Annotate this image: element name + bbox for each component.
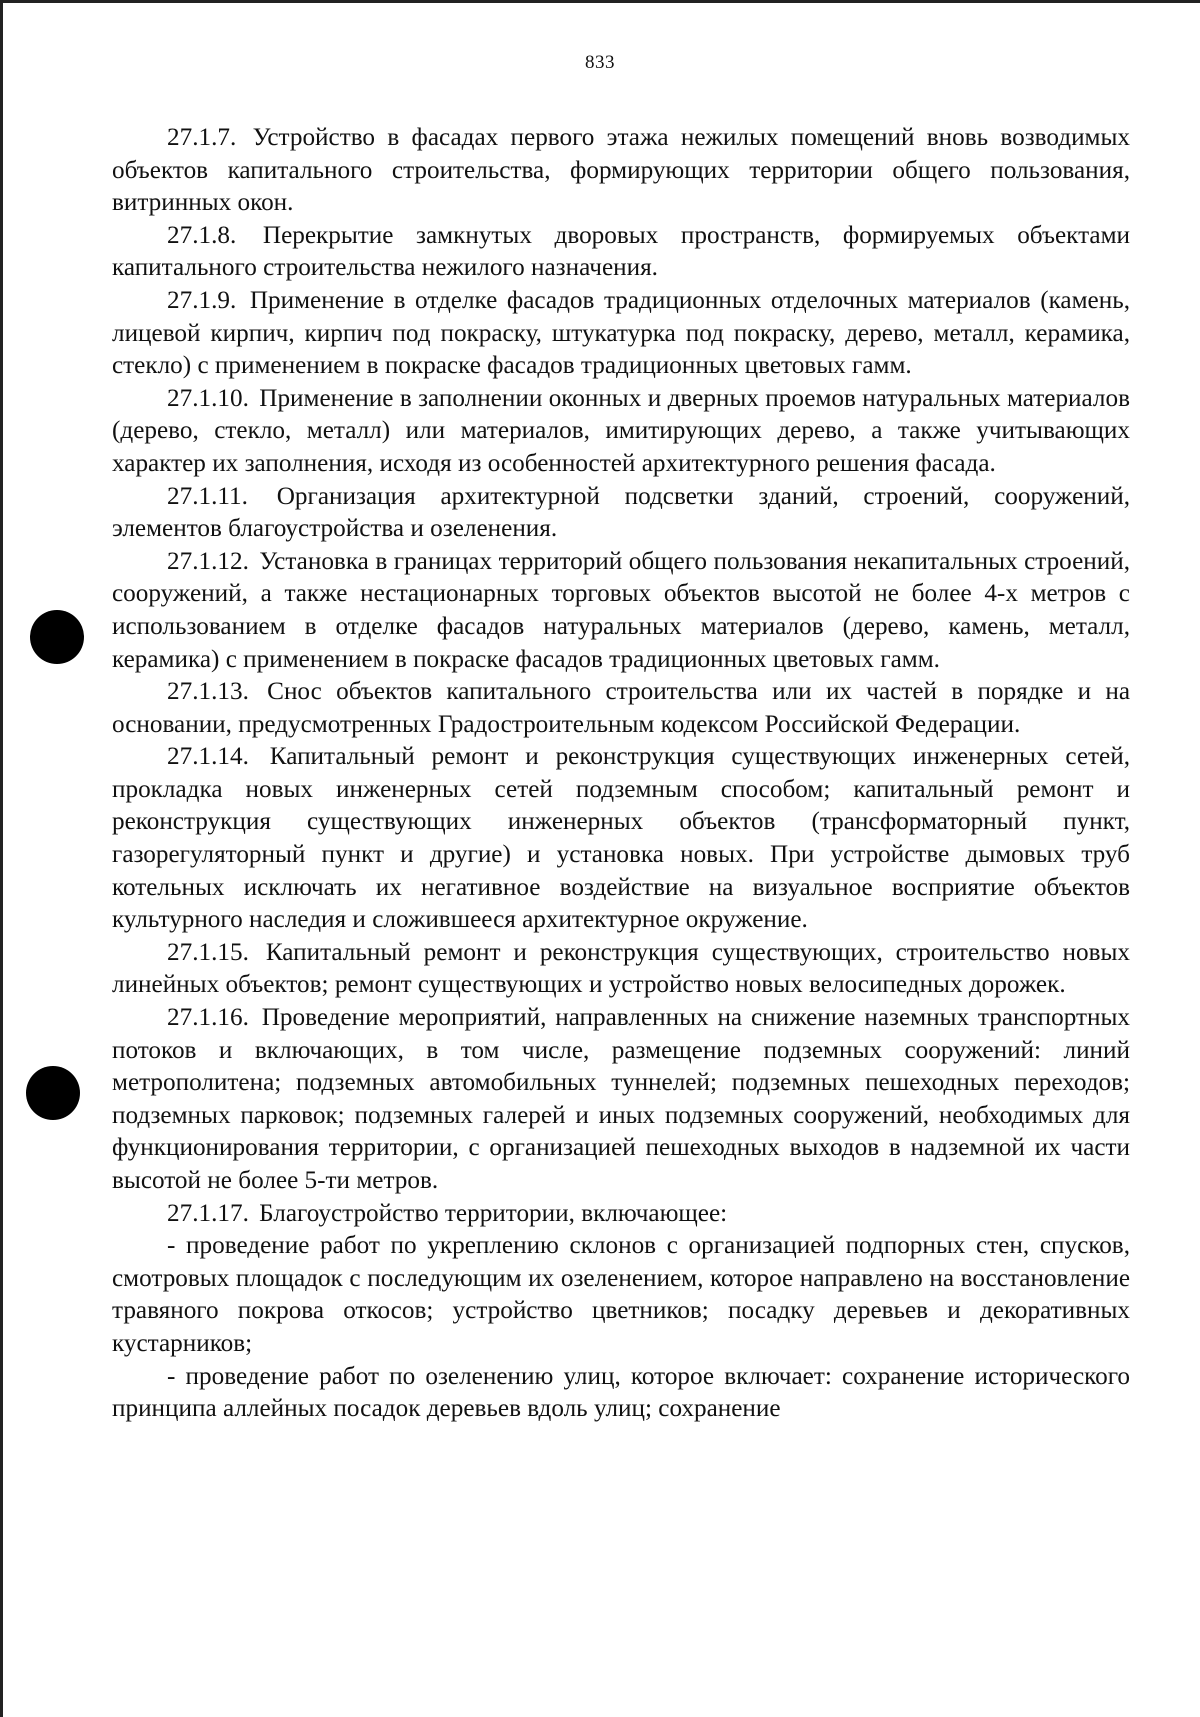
paragraph-text: Капитальный ремонт и реконструкция существующих, строительство новых линейных объектов; ремонт существующих и устройство новых велосипедных дорожек.	[112, 938, 1131, 999]
paragraph-27-1-14	[112, 741, 1130, 937]
paragraph-number: 27.1.11.	[167, 482, 248, 510]
paragraph-text: Применение в заполнении оконных и дверных проемов натуральных материалов (дерево, стекло, металл) или материалов, имитирующих дерево, а также учитывающих характер их заполнения, исходя из особенностей архитектурного решения фасада.	[112, 384, 1130, 477]
paragraph-text: Установка в границах территорий общего пользования некапитальных строений, сооружений, а также нестационарных торговых объектов высотой не более 4-х метров с использованием в отделке фасадов натуральных материалов (дерево, камень, металл, керамика) с применением в покраске фасадов традиционных цветовых гамм.	[112, 547, 1130, 673]
paragraph-number: 27.1.10.	[167, 384, 249, 412]
paragraph-27-1-9	[112, 285, 1130, 383]
paragraph-27-1-11	[112, 481, 1130, 546]
paragraph-number: 27.1.14.	[167, 743, 249, 771]
list-item-slopes	[112, 1230, 1130, 1360]
paragraph-number: 27.1.16.	[167, 1004, 249, 1032]
paragraph-27-1-10	[112, 383, 1130, 481]
paragraph-number: 27.1.15.	[167, 938, 249, 966]
paragraph-text: Организация архитектурной подсветки зданий, строений, сооружений, элементов благоустройства и озеленения.	[112, 482, 1130, 543]
document-body	[112, 122, 1130, 1426]
paragraph-text: Устройство в фасадах первого этажа нежилых помещений вновь возводимых объектов капитального строительства, формирующих территории общего пользования, витринных окон.	[112, 124, 1131, 217]
list-item-text: - проведение работ по укреплению склонов с организацией подпорных стен, спусков, смотровых площадок с последующим их озеленением, которое направлено на восстановление травяного покрова откосов; устройство цветников; посадку деревьев и декоративных кустарников;	[112, 1232, 1130, 1357]
paragraph-text: Применение в отделке фасадов традиционных отделочных материалов (камень, лицевой кирпич, кирпич под покраску, штукатурка под покраску, дерево, металл, керамика, стекло) с применением в покраске фасадов традиционных цветовых гамм.	[112, 286, 1130, 380]
punch-hole	[30, 610, 84, 664]
paragraph-text: Перекрытие замкнутых дворовых пространств, формируемых объектами капитального строительства нежилого назначения.	[112, 221, 1130, 282]
paragraph-27-1-17	[112, 1198, 1130, 1231]
paragraph-27-1-13	[112, 676, 1130, 741]
page-number: 833	[585, 52, 615, 73]
paragraph-text: Благоустройство территории, включающее:	[259, 1199, 728, 1227]
paragraph-27-1-15	[112, 937, 1130, 1002]
paragraph-number: 27.1.8.	[167, 221, 237, 249]
paragraph-27-1-12	[112, 546, 1130, 676]
paragraph-text: Снос объектов капитального строительства или их частей в порядке и на основании, предусмотренных Градостроительным кодексом Российской Федерации.	[112, 678, 1130, 738]
paragraph-number: 27.1.12.	[167, 547, 249, 575]
paragraph-number: 27.1.17.	[167, 1199, 249, 1227]
paragraph-text: Капитальный ремонт и реконструкция существующих инженерных сетей, прокладка новых инженерных сетей подземным способом; капитальный ремонт и реконструкция существующих инженерных объектов (трансформаторный пункт, газорегуляторный пункт и другие) и установка новых. При устройстве дымовых труб котельных исключать их негативное воздействие на визуальное восприятие объектов культурного наследия и сложившееся архитектурное окружение.	[112, 743, 1130, 934]
paragraph-27-1-16	[112, 1002, 1130, 1198]
paragraph-number: 27.1.7.	[167, 124, 237, 151]
paragraph-number: 27.1.13.	[167, 678, 249, 706]
paragraph-text: Проведение мероприятий, направленных на снижение наземных транспортных потоков и включающих, в том числе, размещение подземных сооружений: линий метрополитена; подземных автомобильных туннелей; подземных пешеходных переходов; подземных парковок; подземных галерей и иных подземных сооружений, необходимых для функционирования территории, с организацией пешеходных выходов в надземной их части высотой не более 5-ти метров.	[112, 1004, 1130, 1194]
list-item-text: - проведение работ по озеленению улиц, которое включает: сохранение исторического принципа аллейных посадок деревьев вдоль улиц; сохранение	[112, 1362, 1130, 1423]
punch-hole	[26, 1066, 80, 1120]
paragraph-27-1-8	[112, 220, 1130, 285]
paragraph-number: 27.1.9.	[167, 286, 237, 314]
paragraph-27-1-7	[112, 122, 1130, 220]
list-item-greening	[112, 1361, 1130, 1426]
